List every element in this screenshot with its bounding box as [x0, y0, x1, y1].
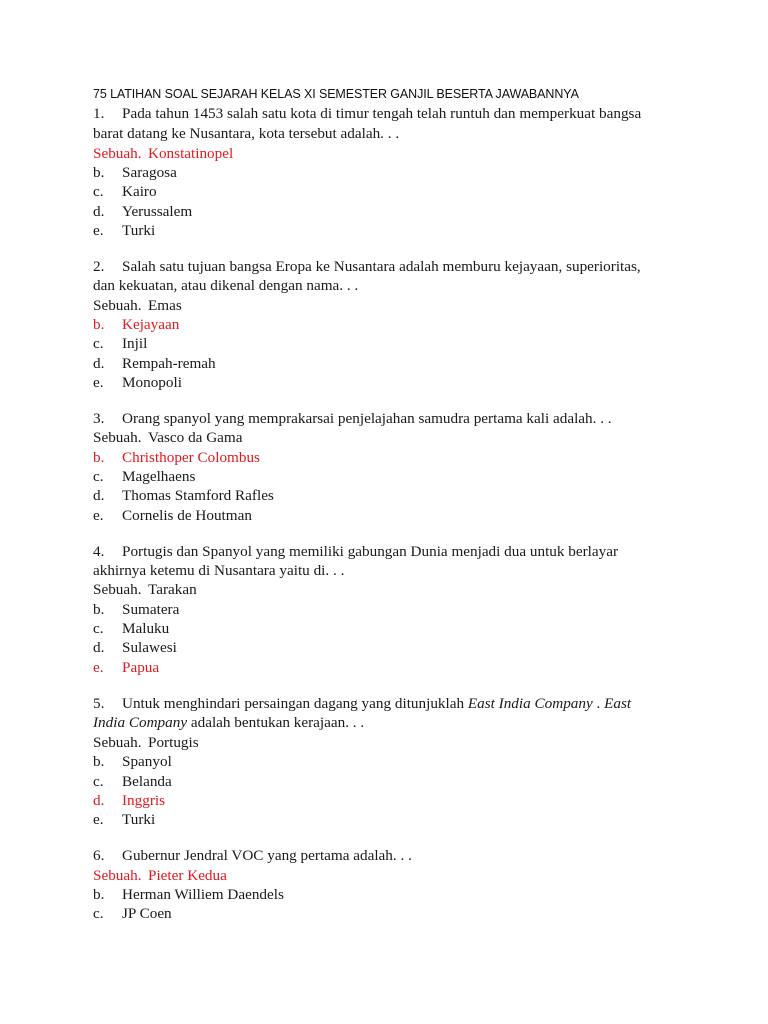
option-2c: c. Injil: [93, 335, 148, 352]
option-4e-answer: e. Papua: [93, 659, 160, 676]
option-1e: e. Turki: [93, 222, 156, 239]
option-2a: Sebuah. Emas: [93, 297, 182, 314]
option-4c: c. Maluku: [93, 620, 170, 637]
option-1d: d. Yerussalem: [93, 203, 193, 220]
question-number: 1.: [93, 105, 105, 122]
question-1-line-1: 1. Pada tahun 1453 salah satu kota di timur tengah telah runtuh dan memperkuat bangsa: [93, 105, 642, 122]
option-1a-answer: Sebuah. Konstatinopel: [93, 145, 234, 162]
question-2-line-1: 2. Salah satu tujuan bangsa Eropa ke Nusantara adalah memburu kejayaan, superioritas,: [93, 258, 641, 275]
option-6a-answer: Sebuah. Pieter Kedua: [93, 867, 227, 884]
option-2b-answer: b. Kejayaan: [93, 316, 180, 333]
option-4a: Sebuah. Tarakan: [93, 581, 197, 598]
option-3a: Sebuah. Vasco da Gama: [93, 429, 243, 446]
question-5-line-1: 5. Untuk menghindari persaingan dagang yang ditunjuklah East India Company . East: [93, 695, 632, 712]
option-3b-answer: b. Christhoper Colombus: [93, 449, 260, 466]
question-5-line-2: India Company adalah bentukan kerajaan. . .: [93, 714, 365, 731]
option-5d-answer: d. Inggris: [93, 792, 166, 809]
question-4-line-1: 4. Portugis dan Spanyol yang memiliki gabungan Dunia menjadi dua untuk berlayar: [93, 543, 619, 560]
option-5a: Sebuah. Portugis: [93, 734, 199, 751]
question-1-line-2: barat datang ke Nusantara, kota tersebut adalah. . .: [93, 125, 400, 142]
option-4d: d. Sulawesi: [93, 639, 177, 656]
option-5e: e. Turki: [93, 811, 156, 828]
document-title: 75 LATIHAN SOAL SEJARAH KELAS XI SEMESTER GANJIL BESERTA JAWABANNYA: [93, 87, 579, 101]
option-3d: d. Thomas Stamford Rafles: [93, 487, 274, 504]
question-4-line-2: akhirnya ketemu di Nusantara yaitu di. . .: [93, 562, 345, 579]
option-2e: e. Monopoli: [93, 374, 182, 391]
option-3e: e. Cornelis de Houtman: [93, 507, 252, 524]
option-1b: b. Saragosa: [93, 164, 177, 181]
option-4b: b. Sumatera: [93, 601, 180, 618]
option-2d: d. Rempah-remah: [93, 355, 216, 372]
option-3c: c. Magelhaens: [93, 468, 196, 485]
question-3-line-1: 3. Orang spanyol yang memprakarsai penjelajahan samudra pertama kali adalah. . .: [93, 410, 612, 427]
question-2-line-2: dan kekuatan, atau dikenal dengan nama. . .: [93, 277, 359, 294]
option-1c: c. Kairo: [93, 183, 157, 200]
option-5b: b. Spanyol: [93, 753, 172, 770]
option-5c: c. Belanda: [93, 773, 172, 790]
option-6c: c. JP Coen: [93, 905, 172, 922]
question-6-line-1: 6. Gubernur Jendral VOC yang pertama adalah. . .: [93, 847, 412, 864]
option-6b: b. Herman Williem Daendels: [93, 886, 284, 903]
